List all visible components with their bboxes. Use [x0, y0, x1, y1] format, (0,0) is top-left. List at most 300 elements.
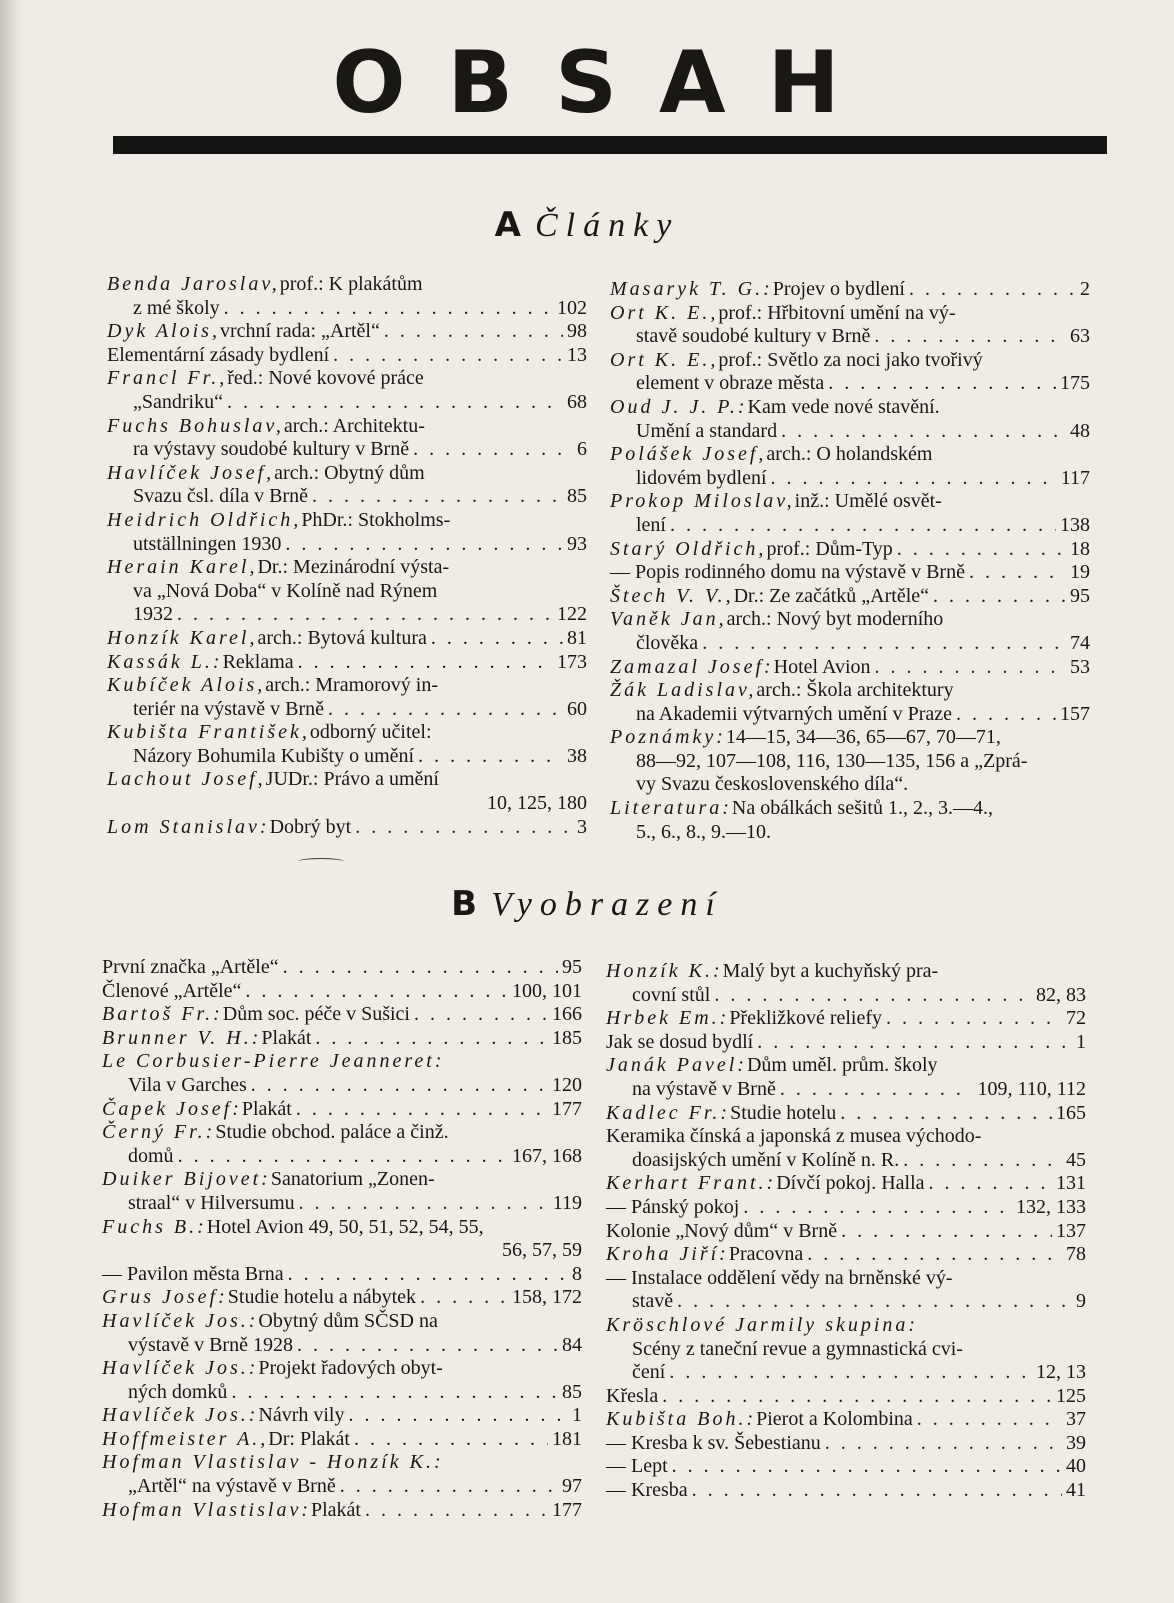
toc-author: Starý Oldřich, — [610, 537, 767, 560]
toc-author: Bartoš Fr.: — [102, 1003, 223, 1026]
leader-dots — [933, 585, 1066, 609]
toc-entry — [606, 1007, 1086, 1031]
page-number: 72 — [1066, 1007, 1086, 1030]
leader-dots — [669, 1361, 1032, 1385]
toc-entry — [107, 674, 587, 721]
toc-author: Brunner V. H.: — [102, 1026, 262, 1049]
leader-dots — [828, 372, 1056, 396]
toc-entry-line — [610, 420, 1090, 444]
leader-dots — [677, 1290, 1072, 1314]
leader-dots — [956, 703, 1056, 727]
toc-entry-line — [107, 320, 587, 344]
page-number: 181 — [552, 1427, 582, 1450]
leader-dots — [414, 1003, 548, 1027]
toc-entry — [107, 273, 587, 320]
page-number: 120 — [552, 1073, 582, 1096]
toc-entry — [102, 1027, 582, 1051]
toc-entry-line — [610, 821, 1090, 845]
toc-entry — [610, 726, 1090, 797]
toc-entry-line — [606, 1125, 1086, 1149]
toc-text: Plakát — [261, 1026, 312, 1049]
leader-dots — [297, 1334, 558, 1358]
toc-text: Dr: Plakát — [268, 1427, 350, 1450]
toc-entry — [606, 1267, 1086, 1314]
section-b-right-column — [606, 960, 1086, 1503]
toc-entry-line — [606, 1220, 1086, 1244]
section-a-right-column — [610, 278, 1090, 844]
toc-text: Keramika čínská a japonská z musea východo- — [606, 1125, 982, 1148]
page-number: 18 — [1070, 537, 1090, 560]
toc-author: Herain Karel, — [107, 556, 258, 579]
page-number: 157 — [1060, 702, 1090, 725]
toc-entry — [606, 1220, 1086, 1244]
leader-dots — [298, 651, 553, 675]
toc-text: Pierot a Kolombina — [756, 1408, 913, 1431]
toc-entry — [606, 1455, 1086, 1479]
page-number: 109, 110, 112 — [977, 1077, 1086, 1100]
toc-text: inž.: Umělé osvět- — [794, 490, 942, 513]
toc-entry-line — [610, 514, 1090, 538]
toc-author: Hofman Vlastislav: — [102, 1498, 311, 1521]
toc-entry-line — [107, 367, 587, 391]
toc-text: Sanatorium „Zonen- — [270, 1168, 435, 1191]
page-title: OBSAH — [332, 33, 882, 133]
toc-author: Fuchs Bohuslav, — [107, 414, 284, 437]
toc-text: — Kresba k sv. Šebestianu — [606, 1431, 821, 1454]
section-a-left-column — [107, 273, 587, 839]
toc-entry — [102, 1286, 582, 1310]
toc-entry-line — [606, 984, 1086, 1008]
toc-entry — [102, 1499, 582, 1523]
toc-entry — [610, 561, 1090, 585]
toc-author: Hoffmeister A., — [102, 1427, 269, 1450]
toc-text: Elementární zásady bydlení — [107, 343, 330, 366]
leader-dots — [227, 391, 563, 415]
toc-author: Kröschlové Jarmily skupina: — [606, 1313, 919, 1336]
toc-entry — [102, 980, 582, 1004]
section-b-letter: B — [451, 884, 478, 924]
toc-author: Kubišta František, — [107, 721, 310, 744]
toc-text: ra výstavy soudobé kultury v Brně — [133, 438, 410, 461]
leader-dots — [420, 1286, 508, 1310]
toc-entry-line — [107, 674, 587, 698]
toc-entry — [606, 1432, 1086, 1456]
page-number: 125 — [1056, 1384, 1086, 1407]
toc-entry-line — [102, 1428, 582, 1452]
toc-entry — [107, 721, 587, 768]
page-number: 97 — [562, 1475, 582, 1498]
toc-author: Dyk Alois, — [107, 320, 220, 343]
toc-entry-line — [107, 627, 587, 651]
toc-entry-line — [107, 721, 587, 745]
toc-author: Grus Josef: — [102, 1286, 228, 1309]
toc-entry-line — [610, 608, 1090, 632]
page-number: 165 — [1056, 1101, 1086, 1124]
toc-text: arch.: Škola architektury — [756, 679, 954, 702]
toc-entry — [107, 320, 587, 344]
toc-text: prof.: K plakátům — [279, 273, 423, 295]
toc-entry-line — [107, 391, 587, 415]
toc-text: na výstavě v Brně — [632, 1077, 776, 1100]
toc-entry — [606, 1196, 1086, 1220]
toc-text: Návrh vily — [258, 1404, 345, 1427]
leader-dots — [333, 344, 563, 368]
toc-entry — [606, 960, 1086, 1007]
leader-dots — [874, 325, 1066, 349]
toc-entry — [606, 1125, 1086, 1172]
page-number: 37 — [1066, 1408, 1086, 1431]
toc-entry — [102, 956, 582, 980]
toc-entry — [606, 1054, 1086, 1101]
page-number: 175 — [1060, 372, 1090, 395]
toc-text: — Instalace oddělení vědy na brněnské vý- — [606, 1266, 953, 1289]
toc-text: 1932 — [133, 603, 173, 626]
section-a-heading — [0, 205, 1174, 246]
page-number: 39 — [1066, 1431, 1086, 1454]
leader-dots — [743, 1196, 1012, 1220]
toc-entry-line — [610, 443, 1090, 467]
toc-entry — [107, 556, 587, 627]
toc-entry-line — [107, 415, 587, 439]
toc-text: doasijských umění v Kolíně n. R. — [632, 1148, 900, 1171]
page-number: 85 — [567, 485, 587, 508]
page-number: 13 — [567, 343, 587, 366]
toc-text: vy Svazu československého díla“. — [636, 773, 909, 796]
toc-author: Havlíček Jos.: — [102, 1404, 259, 1427]
toc-author: Černý Fr.: — [102, 1121, 216, 1144]
decorative-mark — [298, 858, 344, 865]
toc-entry — [107, 651, 587, 675]
toc-entry — [102, 1121, 582, 1168]
toc-entry-line — [107, 768, 587, 792]
page-number: 95 — [562, 956, 582, 978]
toc-author: Heidrich Oldřich, — [107, 508, 302, 531]
toc-entry — [107, 462, 587, 509]
leader-dots — [245, 980, 508, 1004]
toc-entry — [606, 1479, 1086, 1503]
page-number: 177 — [552, 1498, 582, 1521]
toc-author: Štech V. V., — [610, 584, 734, 607]
leader-dots — [917, 1408, 1062, 1432]
toc-entry — [102, 1003, 582, 1027]
leader-dots — [969, 561, 1066, 585]
toc-text: arch.: Architektu- — [283, 414, 425, 437]
toc-text: Plakát — [241, 1097, 292, 1120]
toc-author: Oud J. J. P.: — [610, 395, 748, 418]
toc-entry-line — [610, 278, 1090, 302]
toc-entry-line — [102, 1286, 582, 1310]
toc-author: Kubišta Boh.: — [606, 1408, 757, 1431]
toc-entry-line — [107, 580, 587, 604]
page-number: 78 — [1066, 1243, 1086, 1266]
toc-text: — Popis rodinného domu na výstavě v Brně — [610, 561, 965, 584]
page-number: 10, 125, 180 — [487, 792, 587, 815]
toc-entry-line — [610, 726, 1090, 750]
toc-text: Reklama — [222, 650, 294, 673]
leader-dots — [224, 297, 553, 321]
toc-entry — [606, 1408, 1086, 1432]
toc-author: Fuchs B.: — [102, 1215, 207, 1238]
toc-author: Havlíček Josef, — [107, 461, 275, 484]
toc-entry-line — [107, 533, 587, 557]
toc-text: 5., 6., 8., 9.—10. — [636, 820, 771, 843]
toc-entry — [610, 349, 1090, 396]
leader-dots — [672, 1455, 1062, 1479]
page-number: 167, 168 — [512, 1144, 582, 1167]
toc-author: Kerhart Frant.: — [606, 1172, 777, 1195]
toc-entry-line — [606, 1172, 1086, 1196]
toc-text: člověka — [636, 631, 699, 654]
section-b-left-column — [102, 956, 582, 1522]
toc-text: „Artěl“ na výstavě v Brně — [128, 1475, 336, 1498]
toc-entry-line — [107, 651, 587, 675]
toc-text: na Akademii výtvarných umění v Praze — [636, 702, 953, 725]
toc-entry-line — [606, 1102, 1086, 1126]
toc-entry — [610, 679, 1090, 726]
toc-text: Obytný dům SČSD na — [258, 1309, 438, 1332]
toc-entry-line — [102, 1334, 582, 1358]
toc-entry — [610, 396, 1090, 443]
toc-author: Ort K. E., — [610, 348, 719, 371]
toc-entry-line — [102, 1216, 582, 1240]
toc-entry — [102, 1310, 582, 1357]
toc-entry-line — [610, 538, 1090, 562]
toc-text: arch.: Bytová kultura — [257, 626, 427, 649]
toc-text: Studie obchod. paláce a činž. — [215, 1121, 449, 1144]
toc-author: Ort K. E., — [610, 301, 719, 324]
leader-dots — [340, 1475, 558, 1499]
toc-entry-line — [610, 372, 1090, 396]
leader-dots — [714, 984, 1032, 1008]
toc-entry — [102, 1098, 582, 1122]
page-number: 185 — [552, 1026, 582, 1049]
toc-text: čení — [632, 1361, 666, 1384]
page-number: 74 — [1070, 631, 1090, 654]
toc-text: Studie hotelu — [730, 1101, 837, 1124]
toc-entry-line — [606, 1432, 1086, 1456]
page-number: 122 — [557, 603, 587, 626]
leader-dots — [780, 1078, 974, 1102]
leader-dots — [825, 1432, 1062, 1456]
toc-text: PhDr.: Stokholms- — [301, 508, 451, 531]
toc-entry-line — [102, 1003, 582, 1027]
toc-entry-line — [107, 816, 587, 840]
leader-dots — [929, 1172, 1052, 1196]
toc-entry-line — [107, 698, 587, 722]
page-number: 68 — [567, 390, 587, 413]
page-number: 6 — [577, 438, 587, 461]
toc-entry — [102, 1357, 582, 1404]
toc-author: Žák Ladislav, — [610, 679, 757, 702]
toc-entry — [102, 1216, 582, 1263]
toc-entry-line — [610, 750, 1090, 774]
toc-text: Křesla — [606, 1384, 659, 1407]
section-b-title: Vyobrazení — [491, 886, 723, 923]
toc-text: — Pánský pokoj — [606, 1195, 740, 1218]
toc-entry — [610, 302, 1090, 349]
toc-entry — [107, 344, 587, 368]
toc-entry-line — [610, 561, 1090, 585]
toc-entry — [102, 1050, 582, 1097]
leader-dots — [771, 467, 1057, 491]
toc-entry-line — [102, 1239, 582, 1263]
leader-dots — [299, 1192, 549, 1216]
leader-dots — [897, 538, 1066, 562]
leader-dots — [348, 1404, 568, 1428]
toc-text: Hotel Avion 49, 50, 51, 52, 54, 55, — [206, 1215, 484, 1238]
page-number: 82, 83 — [1036, 983, 1086, 1006]
leader-dots — [662, 1385, 1052, 1409]
toc-author: Polášek Josef, — [610, 443, 767, 466]
toc-author: Honzík K.: — [606, 960, 723, 982]
toc-author: Masaryk T. G.: — [610, 278, 773, 300]
leader-dots — [354, 1428, 548, 1452]
leader-dots — [413, 438, 573, 462]
toc-entry-line — [102, 1381, 582, 1405]
toc-entry-line — [107, 485, 587, 509]
toc-author: Kassák L.: — [107, 650, 223, 673]
toc-author: Hofman Vlastislav - Honzík K.: — [102, 1451, 444, 1474]
toc-entry-line — [102, 1027, 582, 1051]
toc-entry-line — [107, 297, 587, 321]
toc-text: Vila v Garches — [128, 1073, 247, 1096]
page-number: 117 — [1060, 466, 1090, 489]
page-number: 173 — [557, 650, 587, 673]
toc-entry-line — [610, 632, 1090, 656]
page-number: 63 — [1070, 325, 1090, 348]
toc-entry — [107, 509, 587, 556]
page-number: 45 — [1066, 1148, 1086, 1171]
toc-text: — Pavilon města Brna — [102, 1262, 284, 1285]
toc-entry-line — [102, 1404, 582, 1428]
toc-text: JUDr.: Právo a umění — [265, 768, 439, 791]
page-number: 2 — [1080, 278, 1090, 300]
toc-author: Literatura: — [610, 797, 732, 820]
page-number: 60 — [567, 697, 587, 720]
toc-entry-line — [606, 1338, 1086, 1362]
toc-entry-line — [102, 1074, 582, 1098]
page-number: 132, 133 — [1016, 1195, 1086, 1218]
leader-dots — [251, 1074, 548, 1098]
toc-entry — [107, 367, 587, 414]
toc-text: Projekt řadových obyt- — [258, 1357, 443, 1380]
toc-text: První značka „Artěle“ — [102, 956, 279, 978]
toc-text: prof.: Světlo za noci jako tvořivý — [718, 348, 983, 371]
toc-entry — [610, 278, 1090, 302]
toc-entry-line — [102, 956, 582, 980]
toc-text: stavě — [632, 1290, 674, 1313]
toc-text: lení — [636, 513, 666, 536]
page-number: 177 — [552, 1097, 582, 1120]
toc-text: vrchní rada: „Artěl“ — [219, 320, 380, 343]
toc-text: Kolonie „Nový dům“ v Brně — [606, 1219, 838, 1242]
toc-entry — [606, 1243, 1086, 1267]
toc-entry — [606, 1102, 1086, 1126]
toc-text: 14—15, 34—36, 65—67, 70—71, — [725, 726, 1001, 749]
toc-entry-line — [610, 585, 1090, 609]
toc-text: Pracovna — [728, 1243, 804, 1266]
toc-entry-line — [102, 980, 582, 1004]
leader-dots — [670, 514, 1056, 538]
toc-entry-line — [107, 745, 587, 769]
leader-dots — [315, 1027, 548, 1051]
toc-entry-line — [610, 490, 1090, 514]
toc-entry — [610, 443, 1090, 490]
toc-entry-line — [606, 1290, 1086, 1314]
page-number: 56, 57, 59 — [502, 1239, 582, 1262]
leader-dots — [692, 1479, 1062, 1503]
toc-entry-line — [606, 1054, 1086, 1078]
page-number: 85 — [562, 1380, 582, 1403]
leader-dots — [178, 1145, 508, 1169]
toc-text: Umění a standard — [636, 419, 778, 442]
toc-text: prof.: Dům-Typ — [766, 537, 893, 560]
toc-author: Kroha Jiří: — [606, 1243, 729, 1266]
toc-entry — [606, 1314, 1086, 1385]
toc-text: Dobrý byt — [269, 815, 352, 838]
toc-text: teriér na výstavě v Brně — [133, 697, 325, 720]
toc-entry-line — [107, 462, 587, 486]
section-a-title: Články — [535, 207, 680, 244]
toc-text: z mé školy — [133, 296, 220, 319]
toc-entry-line — [606, 1479, 1086, 1503]
toc-text: ných domků — [128, 1380, 228, 1403]
toc-entry-line — [102, 1499, 582, 1523]
toc-author: Lachout Josef, — [107, 768, 266, 791]
leader-dots — [807, 1243, 1062, 1267]
toc-entry — [610, 656, 1090, 680]
toc-text: Dr.: Ze začátků „Artěle“ — [733, 584, 930, 607]
toc-text: Dívčí pokoj. Halla — [776, 1172, 925, 1195]
toc-entry — [107, 627, 587, 651]
toc-entry-line — [610, 679, 1090, 703]
leader-dots — [288, 1263, 568, 1287]
toc-entry — [107, 816, 587, 840]
toc-text: Dům soc. péče v Sušici — [222, 1003, 410, 1026]
toc-entry-line — [606, 960, 1086, 984]
page-number: 138 — [1060, 513, 1090, 536]
toc-author: Prokop Miloslav, — [610, 490, 795, 513]
page-number: 1 — [1076, 1030, 1086, 1053]
toc-entry-line — [606, 1361, 1086, 1385]
toc-entry-line — [107, 603, 587, 627]
leader-dots — [285, 533, 563, 557]
toc-entry-line — [610, 396, 1090, 420]
toc-entry — [102, 1451, 582, 1498]
page-number: 53 — [1070, 655, 1090, 678]
toc-author: Lom Stanislav: — [107, 815, 270, 838]
page-number: 48 — [1070, 419, 1090, 442]
page-number: 8 — [572, 1262, 582, 1285]
toc-entry — [102, 1263, 582, 1287]
toc-author: Hrbek Em.: — [606, 1007, 730, 1030]
toc-author: Poznámky: — [610, 726, 726, 749]
page-number: 100, 101 — [512, 979, 582, 1002]
toc-text: Svazu čsl. díla v Brně — [133, 485, 308, 508]
page-number: 158, 172 — [512, 1286, 582, 1309]
page-number: 137 — [1056, 1219, 1086, 1242]
toc-entry — [102, 1168, 582, 1215]
page-number: 84 — [562, 1333, 582, 1356]
toc-text: odborný učitel: — [309, 721, 432, 744]
toc-entry — [606, 1172, 1086, 1196]
toc-text: arch.: Nový byt moderního — [726, 608, 944, 631]
toc-text: řed.: Nové kovové práce — [227, 367, 424, 390]
toc-entry — [610, 585, 1090, 609]
toc-entry-line — [606, 1314, 1086, 1338]
leader-dots — [418, 745, 563, 769]
page-number: 41 — [1066, 1479, 1086, 1502]
